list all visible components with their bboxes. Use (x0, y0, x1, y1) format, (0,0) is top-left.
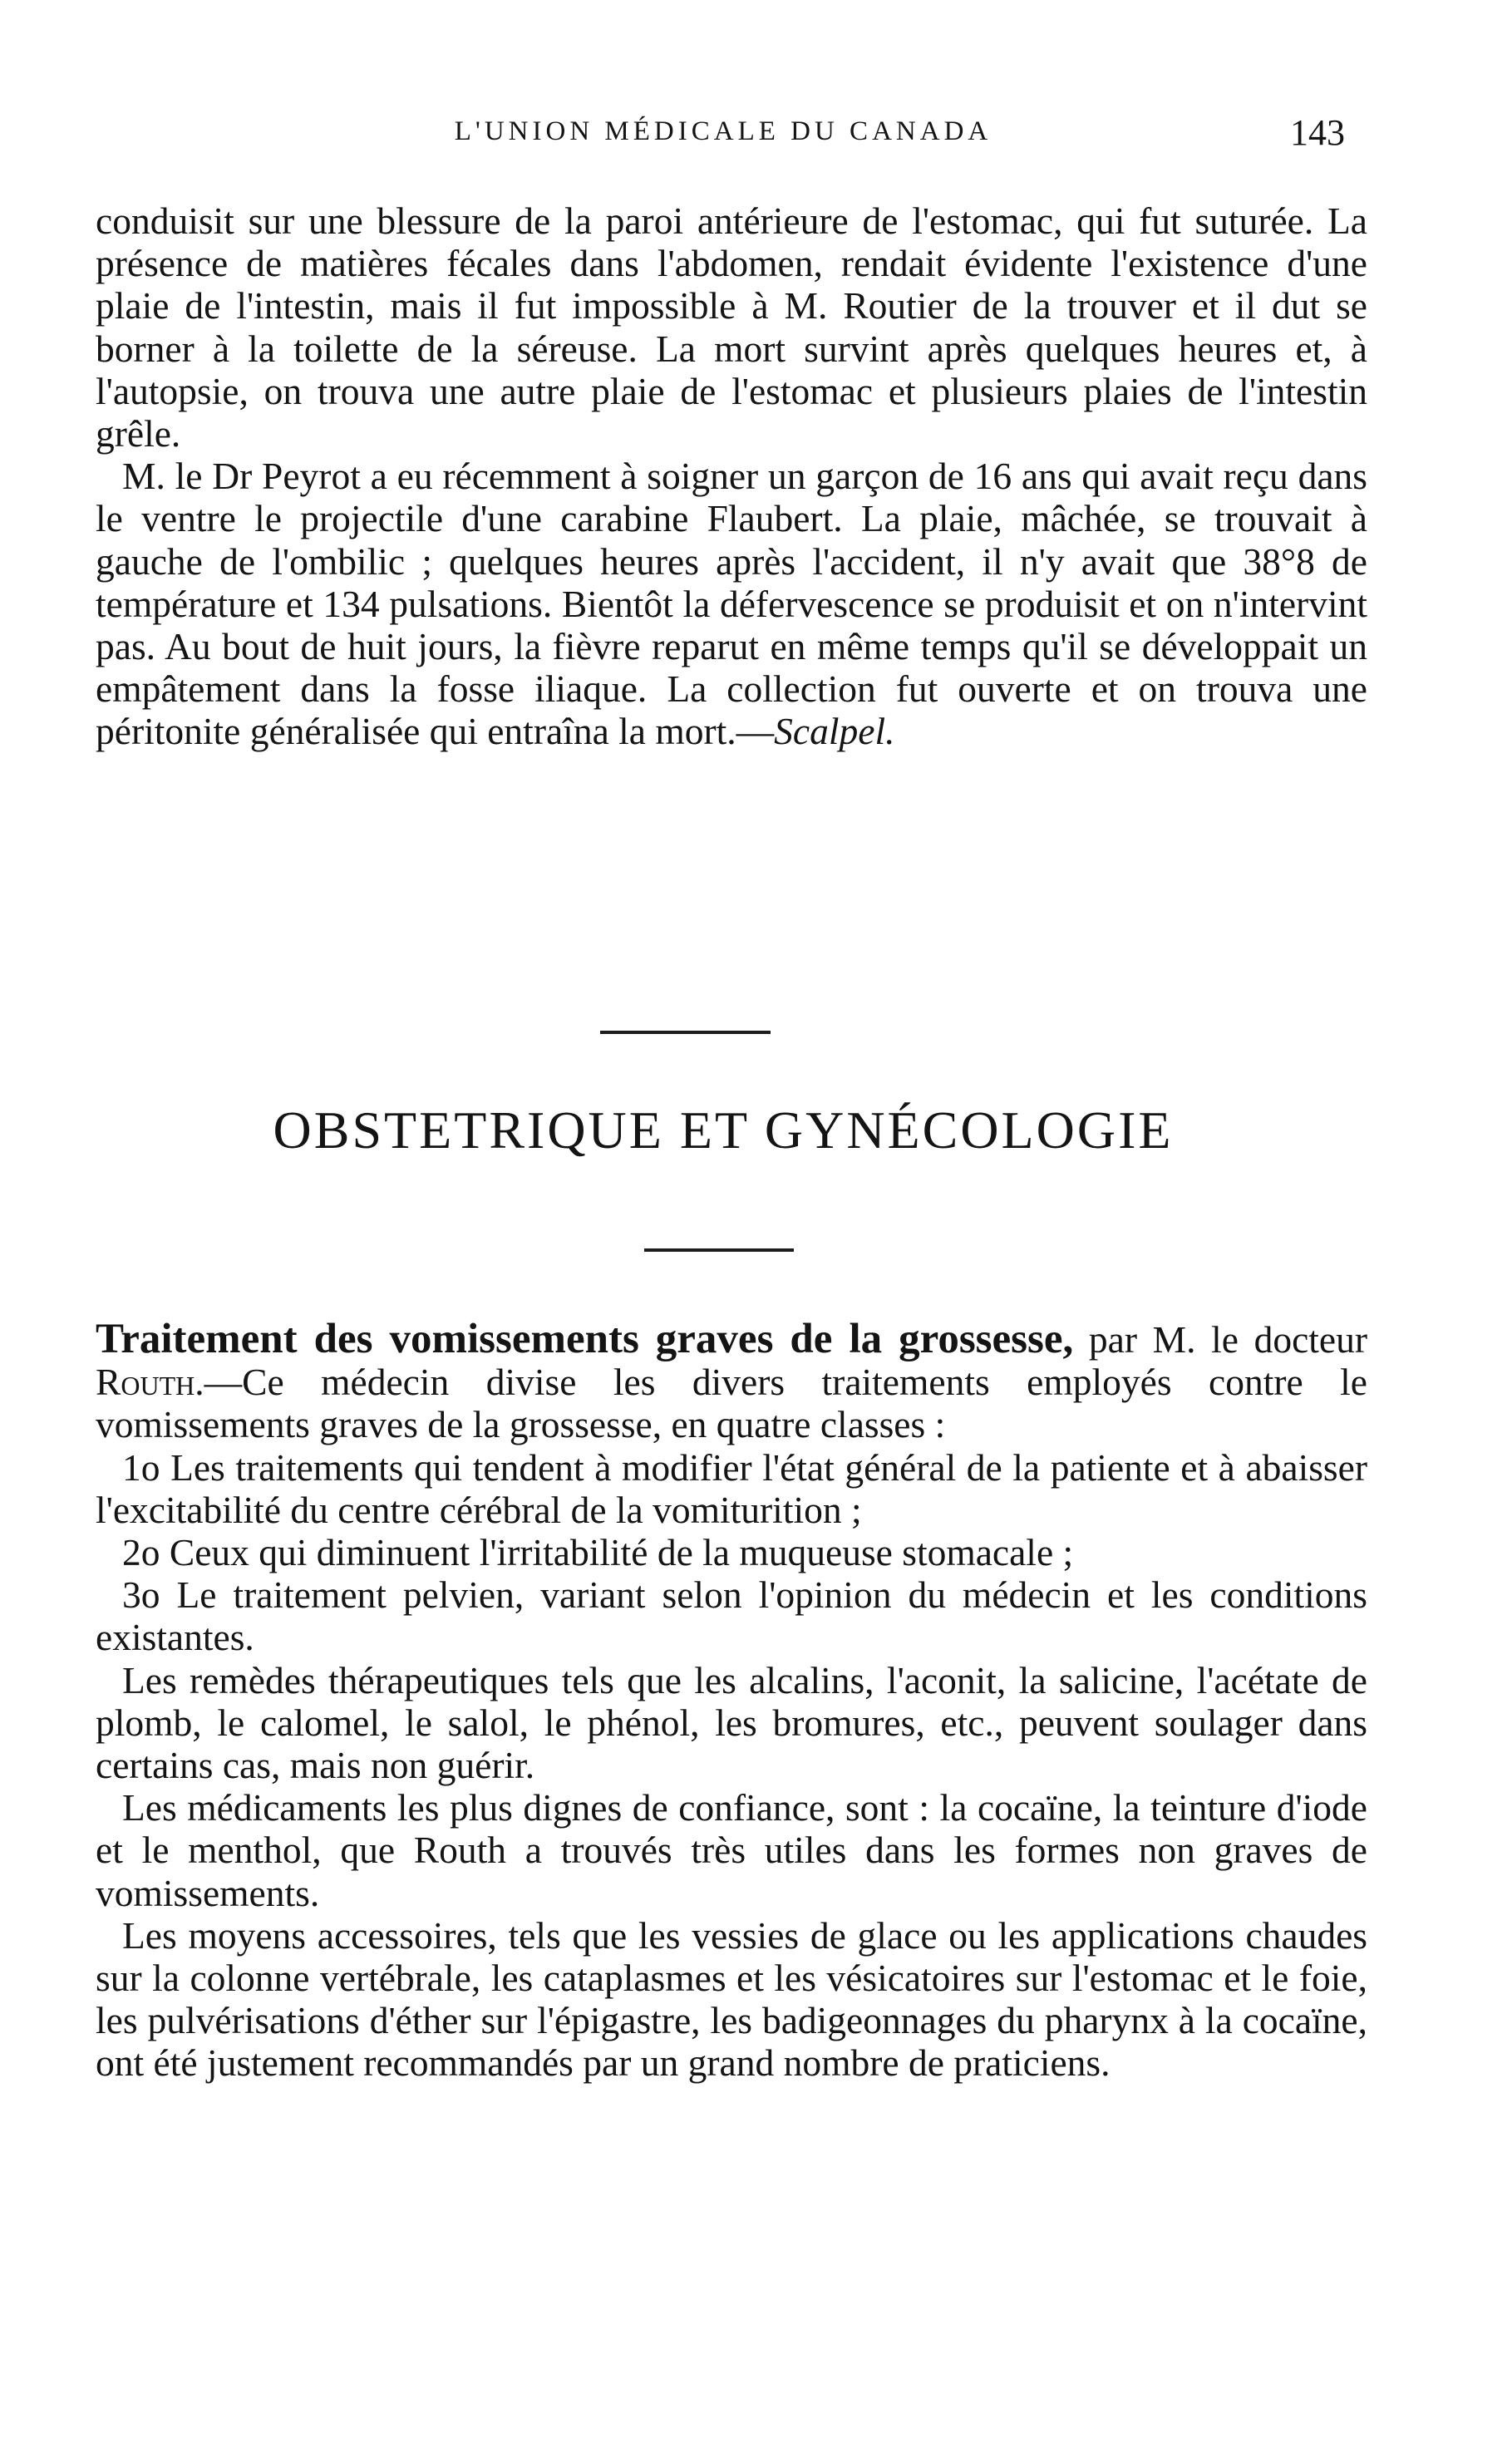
article-intro-paragraph (96, 1318, 1367, 1446)
section-title: OBSTETRIQUE ET GYNÉCOLOGIE (273, 1100, 1174, 1160)
source-citation: Scalpel. (774, 710, 895, 753)
treatment-class-1: 1o Les traitements qui tendent à modifier l'état général de la patiente et à abaisser l'excitabilité du centre cérébral de la vomiturition ; (96, 1445, 1367, 1531)
paragraph-text: M. le Dr Peyrot a eu récemment à soigner un garçon de 16 ans qui avait reçu dans le ventre le projectile d'une carabine Flaubert. La plaie, mâchée, se trouvait à gauche de l'ombilic ; quelques heures après l'accident, il n'y avait que 38°8 de température et 134 pulsations. Bientôt la défervescence se produisit et on n'intervint pas. Au bout de huit jours, la fièvre reparut en même temps qu'il se développait un empâtement dans la fosse iliaque. La collection fut ouverte et on trouva une péritonite généralisée qui entraîna la mort.— (96, 455, 1367, 753)
treatment-class-3: 3o Le traitement pelvien, variant selon l'opinion du médecin et les conditions existantes. (96, 1573, 1367, 1659)
paragraph (96, 455, 1367, 752)
byline-prefix: par M. le docteur (1088, 1318, 1367, 1361)
top-text-block (96, 199, 1367, 753)
article-block (96, 1318, 1367, 2085)
section-rule-top (600, 1031, 771, 1034)
article-title: Traitement des vomissements graves de la grossesse, (96, 1316, 1074, 1362)
author-name: Routh. (96, 1361, 204, 1404)
section-rule-bottom (644, 1248, 794, 1252)
article-intro: —Ce médecin divise les divers traitements employés contre le vomissements graves de la grossesse, en quatre classes : (96, 1361, 1367, 1446)
paragraph-remedies: Les remèdes thérapeutiques tels que les alcalins, l'aconit, la salicine, l'acétate de plomb, le calomel, le salol, le phénol, les bromures, etc., peuvent soulager dans certains cas, mais non guérir. (96, 1658, 1367, 1787)
paragraph: conduisit sur une blessure de la paroi antérieure de l'estomac, qui fut suturée. La présence de matières fécales dans l'abdomen, rendait évidente l'existence d'une plaie de l'intestin, mais il fut impossible à M. Routier de la trouver et il dut se borner à la toilette de la séreuse. La mort survint après quelques heures et, à l'autopsie, on trouva une autre plaie de l'estomac et plusieurs plaies de l'intestin grêle. (96, 199, 1367, 455)
running-head: L'UNION MÉDICALE DU CANADA (454, 116, 992, 146)
page-number: 143 (1290, 112, 1345, 153)
paragraph-accessory: Les moyens accessoires, tels que les vessies de glace ou les applications chaudes sur la colonne vertébrale, les cataplasmes et les vésicatoires sur l'estomac et le foie, les pulvérisations d'éther sur l'épigastre, les badigeonnages du pharynx à la cocaïne, ont été justement recommandés par un grand nombre de praticiens. (96, 1913, 1367, 2085)
treatment-class-2: 2o Ceux qui diminuent l'irritabilité de la muqueuse stomacale ; (122, 1531, 1074, 1574)
paragraph-medications: Les médicaments les plus dignes de confiance, sont : la cocaïne, la teinture d'iode et le menthol, que Routh a trouvés très utiles dans les formes non graves de vomissements. (96, 1786, 1367, 1914)
